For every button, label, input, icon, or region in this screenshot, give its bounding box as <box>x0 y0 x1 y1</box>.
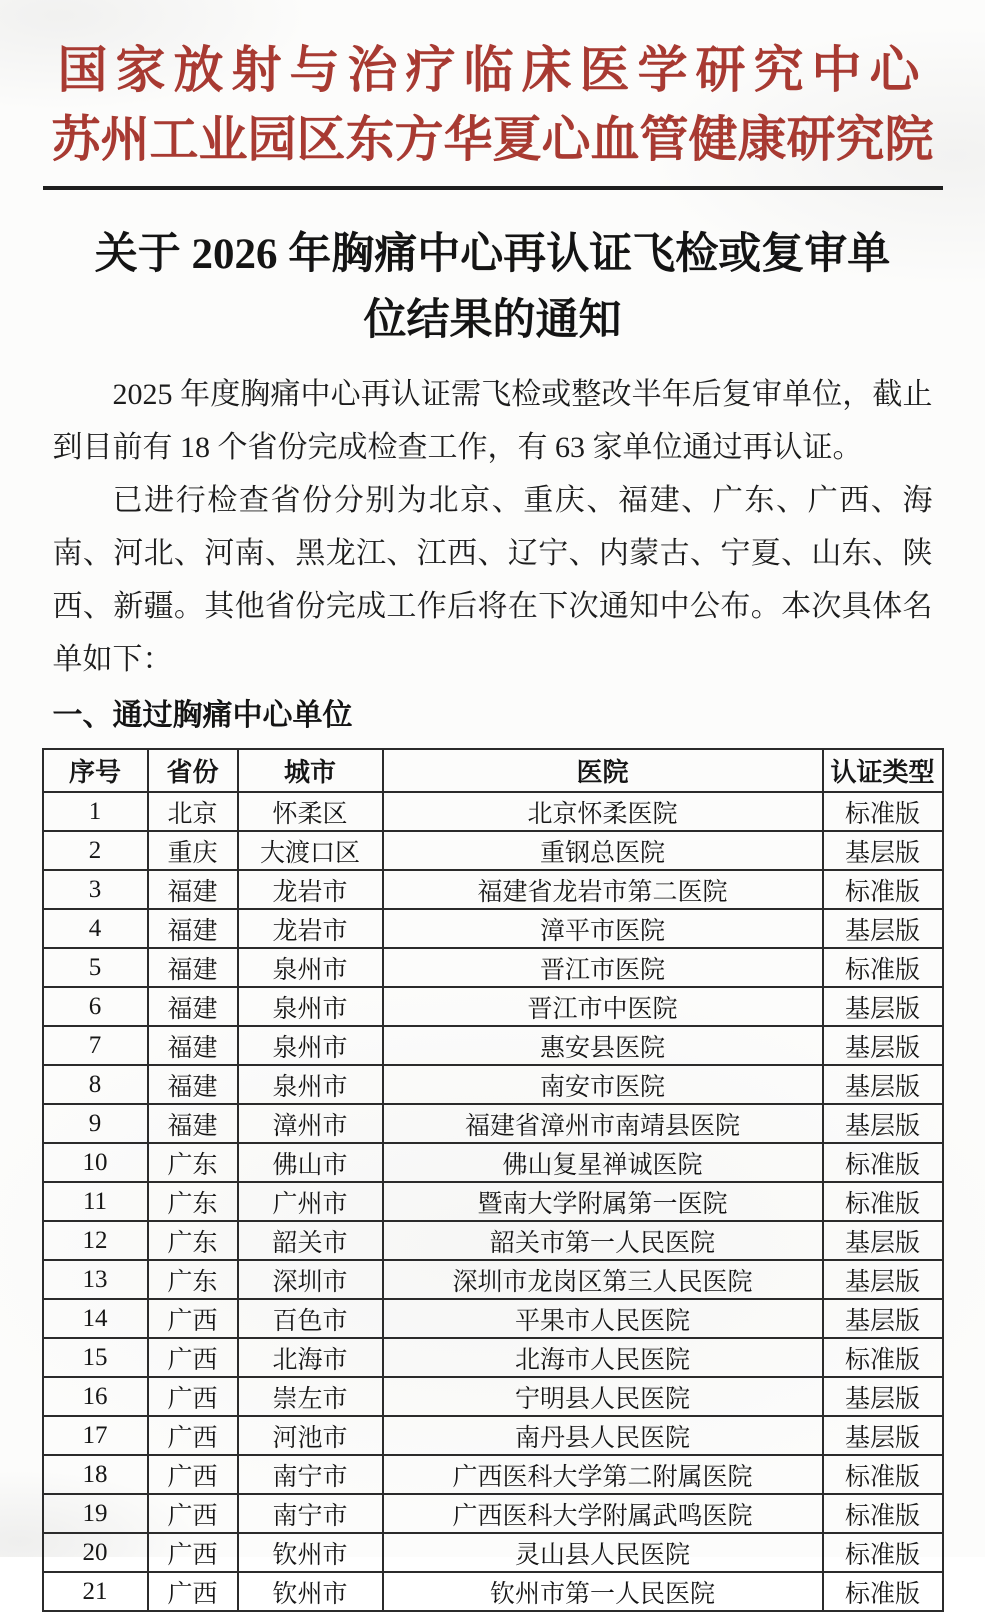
table-cell: 11 <box>43 1182 148 1221</box>
table-cell: 北京怀柔医院 <box>383 792 823 831</box>
table-cell: 北海市人民医院 <box>383 1338 823 1377</box>
table-cell: 佛山复星禅诚医院 <box>383 1143 823 1182</box>
table-cell: 广东 <box>148 1221 238 1260</box>
table-cell: 广州市 <box>238 1182 383 1221</box>
table-row <box>43 1221 943 1260</box>
table-cell: 福建省漳州市南靖县医院 <box>383 1104 823 1143</box>
table-cell: 1 <box>43 792 148 831</box>
table-cell: 深圳市 <box>238 1260 383 1299</box>
table-cell: 标准版 <box>823 792 943 831</box>
table-cell: 10 <box>43 1143 148 1182</box>
table-row <box>43 1455 943 1494</box>
table-cell: 4 <box>43 909 148 948</box>
table-cell: 北京 <box>148 792 238 831</box>
table-cell: 基层版 <box>823 1026 943 1065</box>
table-cell: 8 <box>43 1065 148 1104</box>
table-cell: 崇左市 <box>238 1377 383 1416</box>
table-cell: 钦州市 <box>238 1572 383 1611</box>
table-cell: 泉州市 <box>238 948 383 987</box>
table-cell: 3 <box>43 870 148 909</box>
table-row <box>43 1026 943 1065</box>
table-cell: 基层版 <box>823 909 943 948</box>
table-cell: 广西 <box>148 1338 238 1377</box>
table-header-row <box>43 749 943 792</box>
table-cell: 标准版 <box>823 1494 943 1533</box>
table-cell: 南丹县人民医院 <box>383 1416 823 1455</box>
table-cell: 百色市 <box>238 1299 383 1338</box>
table-cell: 基层版 <box>823 1377 943 1416</box>
table-cell: 17 <box>43 1416 148 1455</box>
table-row <box>43 792 943 831</box>
table-row <box>43 1065 943 1104</box>
table-cell: 重钢总医院 <box>383 831 823 870</box>
table-cell: 5 <box>43 948 148 987</box>
table-cell: 标准版 <box>823 1143 943 1182</box>
paragraph-summary: 2025 年度胸痛中心再认证需飞检或整改半年后复审单位，截止到目前有 18 个省份完成检查工作，有 63 家单位通过再认证。 <box>52 378 933 464</box>
table-cell: 福建 <box>148 948 238 987</box>
table-cell: 基层版 <box>823 1299 943 1338</box>
table-cell: 晋江市医院 <box>383 948 823 987</box>
header-divider-rule <box>43 186 943 190</box>
table-cell: 福建 <box>148 987 238 1026</box>
table-cell: 怀柔区 <box>238 792 383 831</box>
table-cell: 福建 <box>148 1065 238 1104</box>
table-cell: 广西 <box>148 1416 238 1455</box>
table-cell: 泉州市 <box>238 1026 383 1065</box>
table-cell: 广西 <box>148 1455 238 1494</box>
table-cell: 14 <box>43 1299 148 1338</box>
table-row <box>43 1533 943 1572</box>
notice-body <box>53 368 933 742</box>
table-row <box>43 909 943 948</box>
notice-title-line-1: 关于 2026 年胸痛中心再认证飞检或复审单 <box>94 231 891 278</box>
table-cell: 泉州市 <box>238 987 383 1026</box>
table-row <box>43 987 943 1026</box>
table-cell: 南宁市 <box>238 1455 383 1494</box>
table-row <box>43 1377 943 1416</box>
table-cell: 广东 <box>148 1182 238 1221</box>
notice-title-line-2: 位结果的通知 <box>363 297 622 344</box>
table-body <box>43 792 943 1611</box>
table-row <box>43 1494 943 1533</box>
table-cell: 平果市人民医院 <box>383 1299 823 1338</box>
table-cell: 惠安县医院 <box>383 1026 823 1065</box>
table-cell: 北海市 <box>238 1338 383 1377</box>
table-row <box>43 948 943 987</box>
org-header <box>0 0 985 174</box>
paragraph-provinces: 已进行检查省份分别为北京、重庆、福建、广东、广西、海南、河北、河南、黑龙江、江西、辽宁、内蒙古、宁夏、山东、陕西、新疆。其他省份完成工作后将在下次通知中公布。本次具体名单如下： <box>52 484 933 676</box>
table-cell: 20 <box>43 1533 148 1572</box>
table-cell: 广西 <box>148 1533 238 1572</box>
table-row <box>43 1143 943 1182</box>
table-header-province: 省份 <box>148 749 238 792</box>
table-cell: 19 <box>43 1494 148 1533</box>
table-cell: 广东 <box>148 1260 238 1299</box>
table-cell: 基层版 <box>823 1260 943 1299</box>
table-cell: 13 <box>43 1260 148 1299</box>
table-cell: 深圳市龙岗区第三人民医院 <box>383 1260 823 1299</box>
table-row <box>43 1572 943 1611</box>
table-cell: 基层版 <box>823 1104 943 1143</box>
section-heading: 一、通过胸痛中心单位 <box>52 699 353 732</box>
table-row <box>43 870 943 909</box>
table-header-city: 城市 <box>238 749 383 792</box>
table-cell: 南安市医院 <box>383 1065 823 1104</box>
table-cell: 广东 <box>148 1143 238 1182</box>
table-cell: 灵山县人民医院 <box>383 1533 823 1572</box>
table-row <box>43 1104 943 1143</box>
table-cell: 2 <box>43 831 148 870</box>
table-cell: 15 <box>43 1338 148 1377</box>
table-cell: 标准版 <box>823 1572 943 1611</box>
table-cell: 9 <box>43 1104 148 1143</box>
table-cell: 南宁市 <box>238 1494 383 1533</box>
table-cell: 钦州市第一人民医院 <box>383 1572 823 1611</box>
table-cell: 基层版 <box>823 987 943 1026</box>
notice-title <box>0 222 985 354</box>
table-cell: 福建 <box>148 909 238 948</box>
table-row <box>43 831 943 870</box>
table-cell: 重庆 <box>148 831 238 870</box>
table-cell: 12 <box>43 1221 148 1260</box>
table-cell: 龙岩市 <box>238 909 383 948</box>
table-cell: 佛山市 <box>238 1143 383 1182</box>
table-cell: 泉州市 <box>238 1065 383 1104</box>
passed-units-table <box>42 748 944 1612</box>
table-cell: 7 <box>43 1026 148 1065</box>
org-name-line-2: 苏州工业园区东方华夏心血管健康研究院 <box>51 112 934 167</box>
table-row <box>43 1299 943 1338</box>
table-cell: 基层版 <box>823 831 943 870</box>
table-cell: 河池市 <box>238 1416 383 1455</box>
table-cell: 16 <box>43 1377 148 1416</box>
table-cell: 广西 <box>148 1299 238 1338</box>
table-cell: 标准版 <box>823 1338 943 1377</box>
table-cell: 龙岩市 <box>238 870 383 909</box>
table-cell: 大渡口区 <box>238 831 383 870</box>
table-cell: 广西 <box>148 1494 238 1533</box>
table-cell: 钦州市 <box>238 1533 383 1572</box>
table-cell: 广西 <box>148 1572 238 1611</box>
table-cell: 广西医科大学附属武鸣医院 <box>383 1494 823 1533</box>
table-cell: 21 <box>43 1572 148 1611</box>
table-cell: 标准版 <box>823 870 943 909</box>
table-row <box>43 1182 943 1221</box>
table-cell: 基层版 <box>823 1065 943 1104</box>
table-cell: 宁明县人民医院 <box>383 1377 823 1416</box>
table-cell: 晋江市中医院 <box>383 987 823 1026</box>
table-header-certtype: 认证类型 <box>823 749 943 792</box>
table-cell: 福建 <box>148 870 238 909</box>
table-cell: 福建 <box>148 1026 238 1065</box>
table-cell: 漳平市医院 <box>383 909 823 948</box>
table-cell: 福建 <box>148 1104 238 1143</box>
org-name-line-1: 国家放射与治疗临床医学研究中心 <box>57 42 928 98</box>
table-cell: 标准版 <box>823 1455 943 1494</box>
table-header-serial: 序号 <box>43 749 148 792</box>
table-cell: 广西医科大学第二附属医院 <box>383 1455 823 1494</box>
table-cell: 18 <box>43 1455 148 1494</box>
table-cell: 基层版 <box>823 1221 943 1260</box>
table-row <box>43 1416 943 1455</box>
table-cell: 暨南大学附属第一医院 <box>383 1182 823 1221</box>
table-cell: 漳州市 <box>238 1104 383 1143</box>
table-header-hospital: 医院 <box>383 749 823 792</box>
table-cell: 广西 <box>148 1377 238 1416</box>
table-cell: 标准版 <box>823 1533 943 1572</box>
table-cell: 福建省龙岩市第二医院 <box>383 870 823 909</box>
table-cell: 6 <box>43 987 148 1026</box>
table-cell: 韶关市第一人民医院 <box>383 1221 823 1260</box>
table-row <box>43 1338 943 1377</box>
table-cell: 标准版 <box>823 948 943 987</box>
table-cell: 标准版 <box>823 1182 943 1221</box>
table-cell: 基层版 <box>823 1416 943 1455</box>
table-row <box>43 1260 943 1299</box>
table-cell: 韶关市 <box>238 1221 383 1260</box>
